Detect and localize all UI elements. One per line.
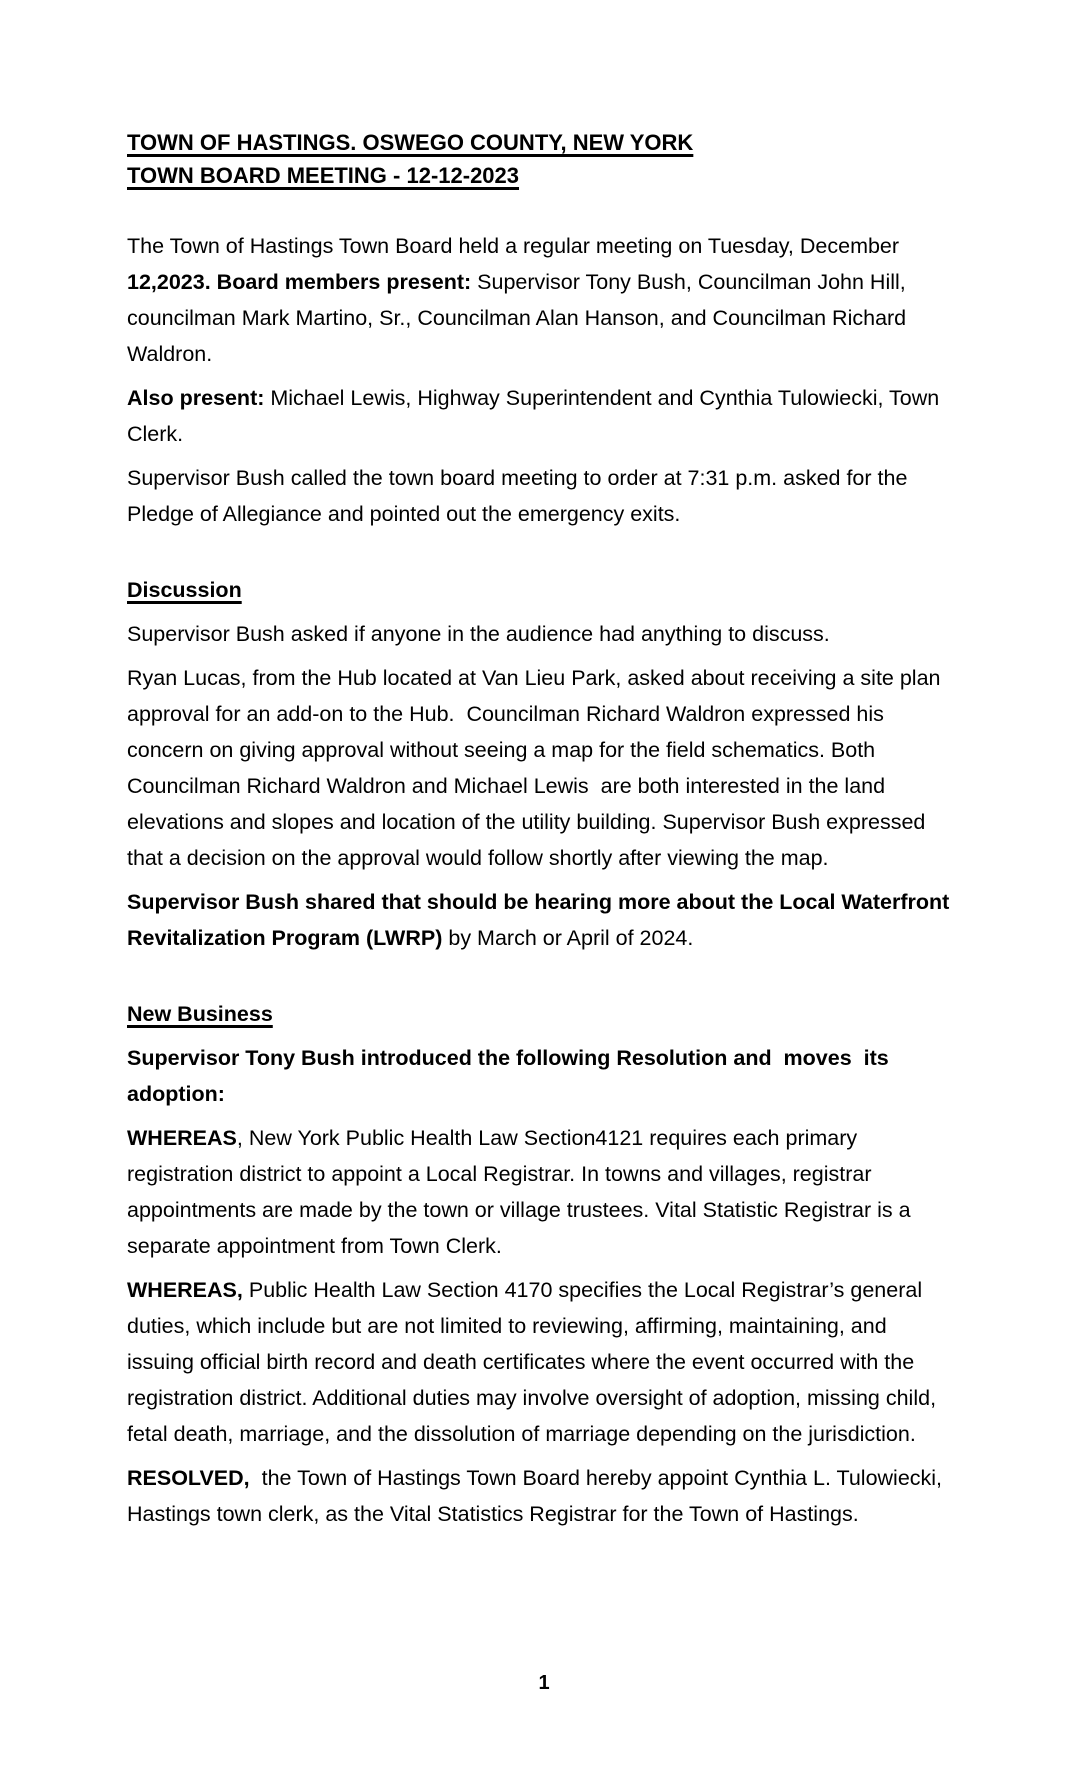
document-title-line: TOWN BOARD MEETING - 12-12-2023 bbox=[127, 163, 520, 188]
document-title-line: TOWN OF HASTINGS. OSWEGO COUNTY, NEW YORK bbox=[127, 130, 694, 155]
text-run-bold: Supervisor Bush shared that should be hearing more about the Local Waterfront Revitalization Program (LWRP) bbox=[127, 890, 956, 950]
paragraph bbox=[127, 616, 958, 652]
paragraph bbox=[127, 228, 958, 372]
text-run-bold: WHEREAS bbox=[127, 1126, 237, 1150]
text-run-bold: Also present: bbox=[127, 386, 271, 410]
paragraph bbox=[127, 460, 958, 532]
text-run-bold: 12,2023. Board members present: bbox=[127, 270, 478, 294]
paragraph bbox=[127, 380, 958, 452]
text-run: Public Health Law Section 4170 specifies the Local Registrar’s general duties, which include but are not limited to reviewing, affirming, maintaining, and issuing official birth record and death certificates where the event occurred with the registration district. Additional duties may involve oversight of adoption, missing child, fetal death, marriage, and the dissolution of marriage depending on the jurisdiction. bbox=[127, 1278, 943, 1446]
text-run: Supervisor Bush called the town board meeting to order at 7:31 p.m. asked for the Pledge of Allegiance and pointed out the emergency exits. bbox=[127, 466, 914, 526]
paragraph bbox=[127, 660, 958, 876]
paragraph bbox=[127, 1272, 958, 1452]
text-run-bold: Supervisor Tony Bush introduced the following Resolution and moves its adoption: bbox=[127, 1046, 895, 1106]
paragraph bbox=[127, 884, 958, 956]
text-run-bold: RESOLVED, bbox=[127, 1466, 250, 1490]
paragraph bbox=[127, 1460, 958, 1532]
text-run: Supervisor Bush asked if anyone in the audience had anything to discuss. bbox=[127, 622, 830, 646]
paragraph bbox=[127, 1040, 958, 1112]
text-run: by March or April of 2024. bbox=[448, 926, 694, 950]
section-heading: Discussion bbox=[127, 578, 242, 602]
text-run: Ryan Lucas, from the Hub located at Van Lieu Park, asked about receiving a site plan approval for an add-on to the Hub. Councilman Richard Waldron expressed his concern on giving approval without seeing a map for the field schematics. Both Councilman Richard Waldron and Michael Lewis are both interested in the land elevations and slopes and location of the utility building. Supervisor Bush expressed that a decision on the approval would follow shortly after viewing the map. bbox=[127, 666, 947, 870]
text-run: Michael Lewis, Highway Superintendent and Cynthia Tulowiecki, Town Clerk. bbox=[127, 386, 946, 446]
document-body bbox=[127, 126, 958, 1532]
text-run-bold: WHEREAS, bbox=[127, 1278, 243, 1302]
paragraph bbox=[127, 1120, 958, 1264]
page-number: 1 bbox=[538, 1672, 550, 1694]
section-heading: New Business bbox=[127, 1002, 273, 1026]
text-run: The Town of Hastings Town Board held a regular meeting on Tuesday, December bbox=[127, 234, 906, 258]
text-run: the Town of Hastings Town Board hereby appoint Cynthia L. Tulowiecki, Hastings town clerk, as the Vital Statistics Registrar for the Town of Hastings. bbox=[127, 1466, 949, 1526]
text-run: Supervisor Tony Bush, Councilman John Hill, councilman Mark Martino, Sr., Councilman Alan Hanson, and Councilman Richard Waldron. bbox=[127, 270, 913, 366]
text-run: , New York Public Health Law Section4121 requires each primary registration district to appoint a Local Registrar. In towns and villages, registrar appointments are made by the town or village trustees. Vital Statistic Registrar is a separate appointment from Town Clerk. bbox=[127, 1126, 917, 1258]
document-title bbox=[127, 126, 958, 192]
